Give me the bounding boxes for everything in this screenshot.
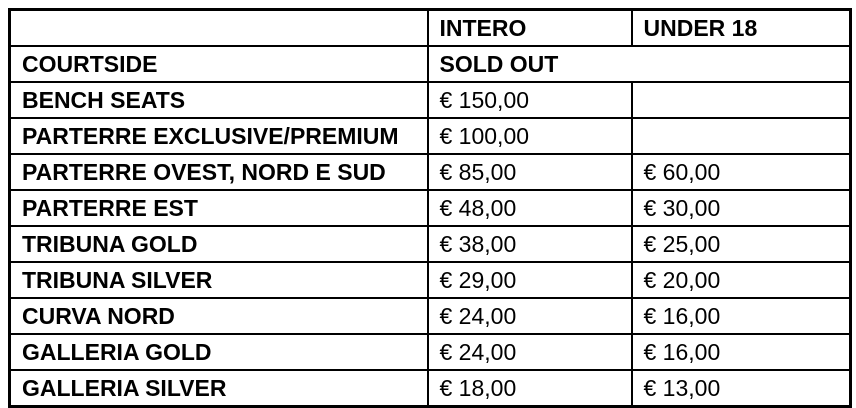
category-cell: PARTERRE EST (10, 190, 428, 226)
under18-price-cell: € 30,00 (632, 190, 851, 226)
table-row (10, 118, 851, 154)
category-cell: TRIBUNA GOLD (10, 226, 428, 262)
table-row (10, 46, 851, 82)
column-header-category (10, 10, 428, 47)
category-cell: TRIBUNA SILVER (10, 262, 428, 298)
column-header-under18: UNDER 18 (632, 10, 851, 47)
under18-price-cell (632, 82, 851, 118)
under18-price-cell: € 20,00 (632, 262, 851, 298)
under18-price-cell: € 60,00 (632, 154, 851, 190)
intero-price-cell: € 18,00 (428, 370, 632, 407)
category-cell: CURVA NORD (10, 298, 428, 334)
header-row (10, 10, 851, 47)
under18-price-cell (632, 118, 851, 154)
intero-price-cell: € 100,00 (428, 118, 632, 154)
intero-price-cell: € 150,00 (428, 82, 632, 118)
under18-price-cell: € 16,00 (632, 298, 851, 334)
category-cell: PARTERRE EXCLUSIVE/PREMIUM (10, 118, 428, 154)
column-header-intero: INTERO (428, 10, 632, 47)
intero-price-cell: € 38,00 (428, 226, 632, 262)
intero-price-cell: € 48,00 (428, 190, 632, 226)
table-row (10, 226, 851, 262)
table-row (10, 334, 851, 370)
table-row (10, 154, 851, 190)
category-cell: COURTSIDE (10, 46, 428, 82)
intero-price-cell: € 29,00 (428, 262, 632, 298)
table-row (10, 370, 851, 407)
category-cell: GALLERIA SILVER (10, 370, 428, 407)
intero-price-cell: € 85,00 (428, 154, 632, 190)
under18-price-cell: € 13,00 (632, 370, 851, 407)
category-cell: PARTERRE OVEST, NORD E SUD (10, 154, 428, 190)
table-row (10, 82, 851, 118)
under18-price-cell: € 25,00 (632, 226, 851, 262)
intero-price-cell: € 24,00 (428, 298, 632, 334)
table-row (10, 190, 851, 226)
table-body (10, 46, 851, 407)
category-cell: BENCH SEATS (10, 82, 428, 118)
category-cell: GALLERIA GOLD (10, 334, 428, 370)
table-row (10, 262, 851, 298)
intero-price-cell: € 24,00 (428, 334, 632, 370)
table-row (10, 298, 851, 334)
ticket-price-table (8, 8, 852, 408)
under18-price-cell: € 16,00 (632, 334, 851, 370)
sold-out-cell: SOLD OUT (428, 46, 851, 82)
